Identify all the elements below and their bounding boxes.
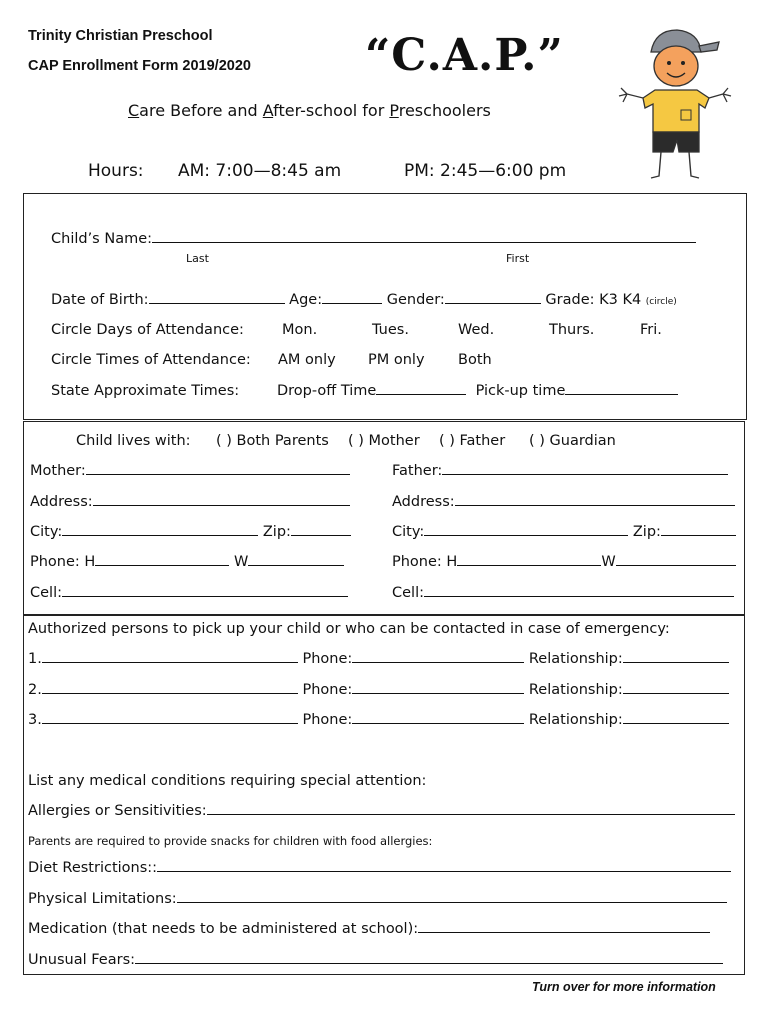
snack-note: Parents are required to provide snacks for children with food allergies: xyxy=(28,834,433,848)
times-label: Circle Times of Attendance: xyxy=(51,352,251,368)
father-zip-field[interactable] xyxy=(661,534,736,536)
dropoff-row: Drop-off Time Pick-up time xyxy=(277,383,678,399)
authorized-name-1[interactable] xyxy=(42,661,298,663)
authorized-phone-1[interactable] xyxy=(352,661,524,663)
dob-field[interactable] xyxy=(149,302,285,304)
dob-row: Date of Birth: Age: Gender: Grade: K3 K4 (circle) xyxy=(51,292,677,308)
subtitle: Care Before and After-school for Preschoolers xyxy=(128,101,491,120)
first-name-caption: First xyxy=(506,252,530,265)
age-field[interactable] xyxy=(322,302,382,304)
mother-phone-row: Phone: H W xyxy=(30,554,344,570)
authorized-relationship-3[interactable] xyxy=(623,722,729,724)
medication-row: Medication (that needs to be administered at school): xyxy=(28,921,710,937)
childs-name-field[interactable] xyxy=(152,241,696,243)
authorized-relationship-1[interactable] xyxy=(623,661,729,663)
father-row: Father: xyxy=(392,463,728,479)
father-city-field[interactable] xyxy=(424,534,628,536)
authorized-relationship-2[interactable] xyxy=(623,692,729,694)
mother-phone-h-field[interactable] xyxy=(95,564,229,566)
authorized-heading: Authorized persons to pick up your child or who can be contacted in case of emergency: xyxy=(28,621,670,637)
hours-label: Hours: xyxy=(88,161,144,181)
diet-row: Diet Restrictions:: xyxy=(28,860,731,876)
authorized-name-3[interactable] xyxy=(42,722,298,724)
allergies-field[interactable] xyxy=(207,813,735,815)
medical-heading: List any medical conditions requiring special attention: xyxy=(28,773,427,789)
mother-city-field[interactable] xyxy=(62,534,258,536)
day-wed[interactable]: Wed. xyxy=(458,322,495,338)
school-name: Trinity Christian Preschool xyxy=(28,28,213,44)
authorized-row-3: 3. Phone: Relationship: xyxy=(28,712,729,728)
lives-both-parents[interactable]: ( ) Both Parents xyxy=(216,433,329,449)
day-tues[interactable]: Tues. xyxy=(372,322,409,338)
mother-field[interactable] xyxy=(86,473,350,475)
approx-times-label: State Approximate Times: xyxy=(51,383,240,399)
cap-title: “C.A.P.” xyxy=(365,30,564,81)
day-mon[interactable]: Mon. xyxy=(282,322,318,338)
last-name-caption: Last xyxy=(186,252,209,265)
mother-cell-field[interactable] xyxy=(62,595,348,597)
authorized-phone-3[interactable] xyxy=(352,722,524,724)
authorized-row-1: 1. Phone: Relationship: xyxy=(28,651,729,667)
childs-name-row: Child’s Name: xyxy=(51,231,696,247)
form-title: CAP Enrollment Form 2019/2020 xyxy=(28,58,251,74)
mother-phone-w-field[interactable] xyxy=(248,564,344,566)
medication-field[interactable] xyxy=(418,931,710,933)
authorized-name-2[interactable] xyxy=(42,692,298,694)
authorized-phone-2[interactable] xyxy=(352,692,524,694)
father-field[interactable] xyxy=(442,473,728,475)
physical-field[interactable] xyxy=(177,901,727,903)
mother-address-row: Address: xyxy=(30,494,350,510)
allergies-row: Allergies or Sensitivities: xyxy=(28,803,735,819)
boy-illustration xyxy=(615,20,735,185)
physical-row: Physical Limitations: xyxy=(28,891,727,907)
mother-zip-field[interactable] xyxy=(291,534,351,536)
time-pm-only[interactable]: PM only xyxy=(368,352,425,368)
time-both[interactable]: Both xyxy=(458,352,492,368)
turn-over-note: Turn over for more information xyxy=(532,980,716,994)
gender-field[interactable] xyxy=(445,302,541,304)
hours-am: AM: 7:00—8:45 am xyxy=(178,161,342,181)
lives-guardian[interactable]: ( ) Guardian xyxy=(529,433,616,449)
father-city-row: City: Zip: xyxy=(392,524,736,540)
day-fri[interactable]: Fri. xyxy=(640,322,662,338)
father-phone-h-field[interactable] xyxy=(457,564,601,566)
hours-pm: PM: 2:45—6:00 pm xyxy=(404,161,567,181)
lives-with-label: Child lives with: xyxy=(76,433,191,449)
fears-row: Unusual Fears: xyxy=(28,952,723,968)
authorized-row-2: 2. Phone: Relationship: xyxy=(28,682,729,698)
father-phone-row: Phone: H W xyxy=(392,554,736,570)
days-label: Circle Days of Attendance: xyxy=(51,322,244,338)
mother-city-row: City: Zip: xyxy=(30,524,351,540)
mother-row: Mother: xyxy=(30,463,350,479)
father-cell-row: Cell: xyxy=(392,585,734,601)
father-address-row: Address: xyxy=(392,494,735,510)
father-phone-w-field[interactable] xyxy=(616,564,736,566)
father-address-field[interactable] xyxy=(455,504,735,506)
mother-cell-row: Cell: xyxy=(30,585,348,601)
time-am-only[interactable]: AM only xyxy=(278,352,336,368)
diet-field[interactable] xyxy=(157,870,731,872)
day-thurs[interactable]: Thurs. xyxy=(549,322,595,338)
fears-field[interactable] xyxy=(135,962,723,964)
lives-mother[interactable]: ( ) Mother xyxy=(348,433,420,449)
pickup-field[interactable] xyxy=(565,393,678,395)
grade-options[interactable]: Grade: K3 K4 xyxy=(545,292,642,308)
mother-address-field[interactable] xyxy=(93,504,350,506)
dropoff-field[interactable] xyxy=(376,393,466,395)
lives-father[interactable]: ( ) Father xyxy=(439,433,506,449)
father-cell-field[interactable] xyxy=(424,595,734,597)
